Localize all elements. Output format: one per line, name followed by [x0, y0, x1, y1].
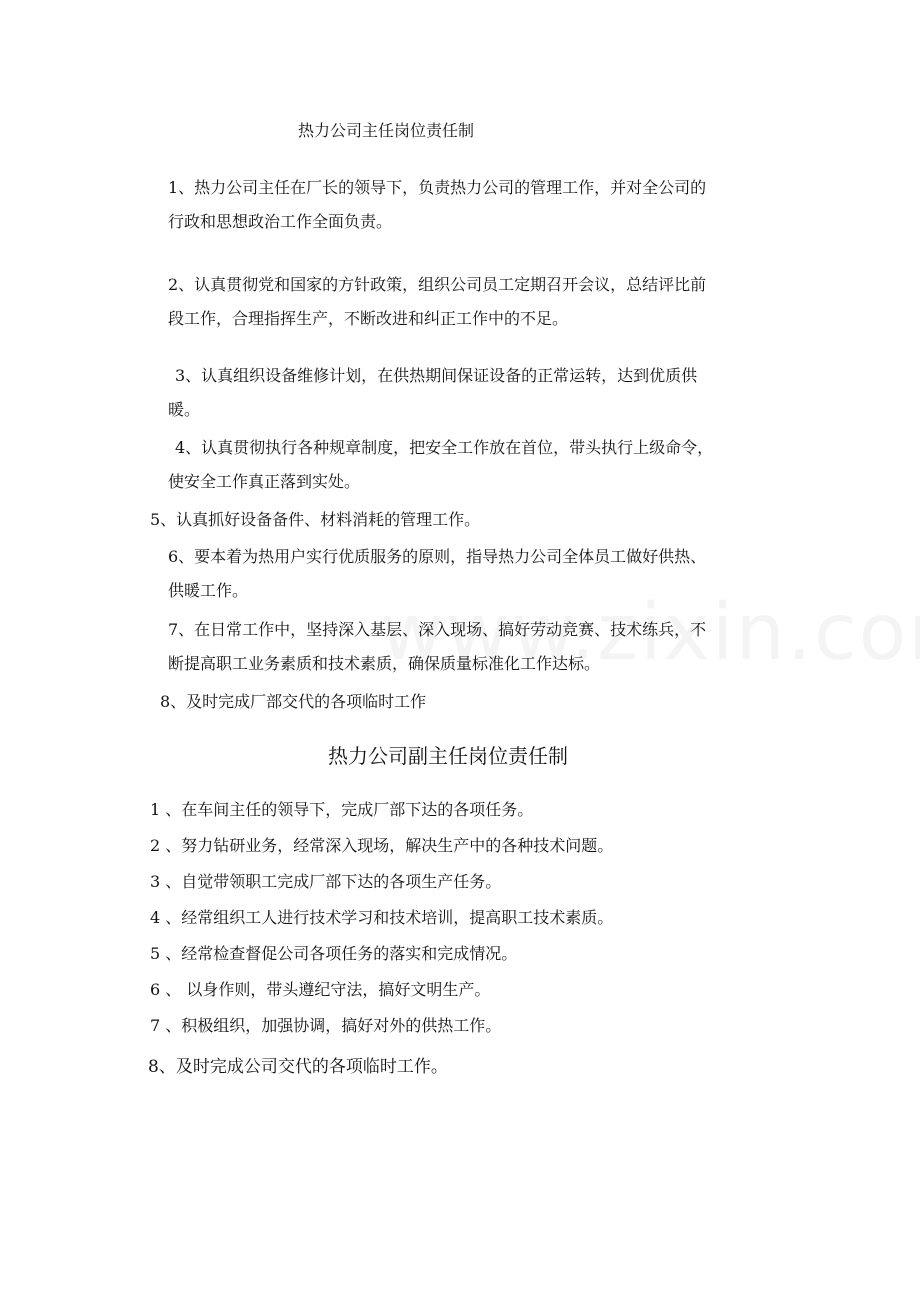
section2-item-3: 3 、自觉带领职工完成厂部下达的各项生产任务。	[150, 872, 502, 891]
section2-item-6: 6 、 以身作则，带头遵纪守法，搞好文明生产。	[150, 980, 491, 999]
section1-item-8	[160, 685, 426, 719]
section1-item-1-line-1: 1、热力公司主任在厂长的领导下，负责热力公司的管理工作，并对全公司的	[168, 178, 707, 197]
section2-item-4: 4 、经常组织工人进行技术学习和技术培训，提高职工技术素质。	[150, 908, 614, 927]
section2-item-2: 2 、努力钻研业务，经常深入现场，解决生产中的各种技术问题。	[150, 836, 614, 855]
section1-item-3	[168, 359, 697, 427]
section2-item-8: 8、及时完成公司交代的各项临时工作。	[148, 1057, 448, 1077]
section2-item-7: 7 、积极组织，加强协调，搞好对外的供热工作。	[150, 1016, 502, 1035]
section2-item-1: 1 、在车间主任的领导下，完成厂部下达的各项任务。	[150, 800, 534, 819]
section1-item-6-line-1: 6、要本着为热用户实行优质服务的原则，指导热力公司全体员工做好供热、	[168, 547, 707, 566]
section1-item-8-line-1: 8、及时完成厂部交代的各项临时工作	[160, 692, 427, 711]
section1-item-7-line-1: 7、在日常工作中，坚持深入基层、深入现场、搞好劳动竞赛、技术练兵，不	[168, 620, 707, 639]
section2-item-5: 5 、经常检查督促公司各项任务的落实和完成情况。	[150, 944, 518, 963]
section1-item-6-line-2: 供暖工作。	[168, 581, 249, 600]
section1-item-4-line-2: 使安全工作真正落到实处。	[168, 472, 361, 491]
section1-item-2-line-2: 段工作，合理指挥生产，不断改进和纠正工作中的不足。	[168, 309, 569, 328]
section1-title: 热力公司主任岗位责任制	[298, 121, 475, 140]
section1-item-5	[150, 503, 480, 537]
section1-item-1-line-2: 行政和思想政治工作全面负责。	[168, 212, 393, 231]
section1-item-1	[168, 171, 706, 239]
section1-item-2-line-1: 2、认真贯彻党和国家的方针政策，组织公司员工定期召开会议，总结评比前	[168, 275, 707, 294]
section1-item-7	[168, 613, 706, 681]
section2-title: 热力公司副主任岗位责任制	[328, 744, 568, 768]
section1-item-5-line-1: 5、认真抓好设备备件、材料消耗的管理工作。	[150, 510, 481, 529]
section1-item-6	[168, 540, 706, 608]
section1-item-7-line-2: 断提高职工业务素质和技术素质，确保质量标准化工作达标。	[168, 654, 601, 673]
section1-item-2	[168, 268, 706, 336]
section1-item-4-line-1: 4、认真贯彻执行各种规章制度，把安全工作放在首位，带头执行上级命令，	[175, 438, 714, 457]
section1-item-4	[168, 431, 713, 499]
section1-item-3-line-1: 3、认真组织设备维修计划，在供热期间保证设备的正常运转，达到优质供	[175, 366, 698, 385]
section1-item-3-line-2: 暖。	[168, 400, 201, 419]
